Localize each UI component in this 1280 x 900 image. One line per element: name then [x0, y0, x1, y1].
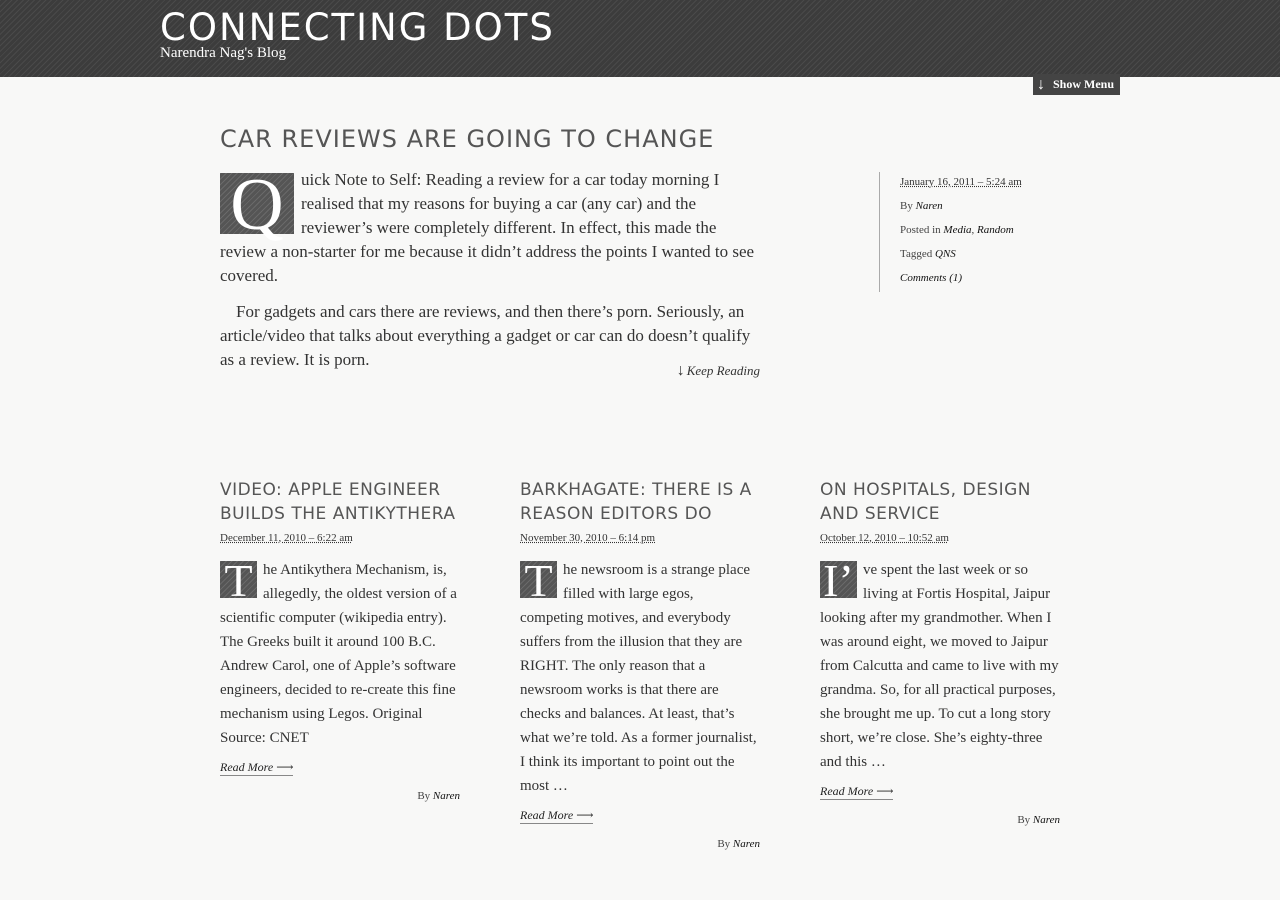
post-card-date[interactable]: December 11, 2010 – 6:22 am [220, 532, 353, 544]
drop-cap: Q [220, 173, 294, 234]
arrow-down-icon: ↓ [676, 362, 685, 379]
keep-reading-link[interactable]: ↓ Keep Reading [676, 362, 760, 379]
show-menu-button[interactable] [1033, 74, 1120, 95]
category-link-media[interactable]: Media [943, 224, 972, 236]
author-link[interactable]: Naren [432, 790, 460, 802]
featured-paragraph-2: For gadgets and cars there are reviews, and then there’s porn. Seriously, an article/video that talks about everything a gadget or car can do doesn’t qualify as a review. It is porn. [220, 302, 751, 369]
site-tagline: Narendra Nag's Blog [160, 45, 286, 61]
post-card-excerpt: T he newsroom is a strange place filled with large egos, competing motives, and everybody suffers from the illusion that they are RIGHT. The only reason that a newsroom works is that there are checks and balances. At least, that’s what we’re told. As a former journalist, I think its important to point out the most … [520, 555, 757, 794]
post-card-date[interactable]: November 30, 2010 – 6:14 pm [520, 532, 656, 544]
comments-link[interactable]: Comments (1) [900, 272, 963, 284]
post-card-excerpt: T he Antikythera Mechanism, is, allegedly, the oldest version of a scientific computer (wikipedia entry). The Greeks built it around 100 B.C. Andrew Carol, one of Apple’s software engineers, decided to re-create this fine mechanism using Legos. Original Source: CNET [220, 555, 457, 746]
post-card-byline: By Naren [417, 790, 460, 802]
post-card-excerpt: I’ ve spent the last week or so living at Fortis Hospital, Jaipur looking after my grandmother. When I was around eight, we moved to Jaipur from Calcutta and came to live with my grandma. So, for all practical purposes, she brought me up. To cut a long story short, we’re close. She’s eighty-three and this … [820, 555, 1059, 770]
post-card-title[interactable]: VIDEO: APPLE ENGINEER BUILDS THE ANTIKYTHERA [220, 480, 456, 524]
post-card [520, 478, 760, 850]
post-date-link[interactable]: January 16, 2011 – 5:24 am [900, 176, 1022, 188]
site-header [0, 0, 1280, 77]
site-title[interactable]: CONNECTING DOTS [160, 6, 555, 49]
post-card-byline: By Naren [1017, 814, 1060, 826]
post-card-title[interactable]: BARKHAGATE: THERE IS A REASON EDITORS DO [520, 480, 752, 524]
author-link[interactable]: Naren [915, 200, 943, 212]
post-card [820, 478, 1060, 826]
author-link[interactable]: Naren [1032, 814, 1060, 826]
show-menu-label: Show Menu [1052, 77, 1114, 91]
post-card-byline: By Naren [717, 838, 760, 850]
post-card [220, 478, 460, 802]
category-link-random[interactable]: Random [977, 224, 1014, 236]
read-more-link[interactable]: Read More ⟶ [820, 784, 894, 798]
featured-paragraph-1: Q uick Note to Self: Reading a review for a car today morning I realised that my reasons for buying a car (any car) and the reviewer’s were completely different. In effect, this made the review a non-starter for me because it didn’t address the points I wanted to see covered. [220, 164, 755, 285]
author-link[interactable]: Naren [732, 838, 760, 850]
drop-cap: I’ [820, 561, 857, 598]
post-meta: January 16, 2011 – 5:24 am By Naren Posted in Media, Random Tagged QNS Comments (1) [879, 172, 1069, 292]
drop-cap: T [220, 561, 257, 598]
featured-post-title[interactable]: CAR REVIEWS ARE GOING TO CHANGE [220, 125, 715, 153]
arrow-down-icon: ↓ [1036, 75, 1045, 93]
read-more-link[interactable]: Read More ⟶ [520, 808, 594, 822]
read-more-link[interactable]: Read More ⟶ [220, 760, 294, 774]
post-card-title[interactable]: ON HOSPITALS, DESIGN AND SERVICE [820, 480, 1032, 524]
drop-cap: T [520, 561, 557, 598]
tag-link[interactable]: QNS [934, 248, 956, 260]
post-card-date[interactable]: October 12, 2010 – 10:52 am [820, 532, 949, 544]
featured-post-body [220, 164, 760, 384]
